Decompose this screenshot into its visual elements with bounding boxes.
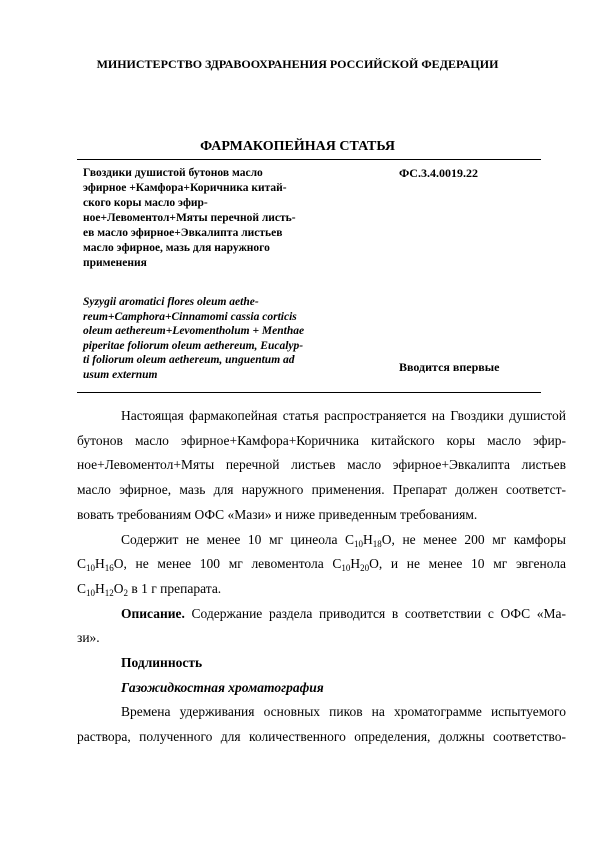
content-text: , не менее 100 мг левоментола C xyxy=(123,556,342,572)
formula-element: O xyxy=(113,580,124,596)
intro-paragraph-line: масло эфирное, мазь для наружного применения. Препарат должен соответст- xyxy=(77,482,566,498)
description-text: Содержание раздела приводится в соответствии с ОФС «Ма- xyxy=(184,605,566,621)
formula-element: H xyxy=(95,580,105,596)
formula-subscript: 10 xyxy=(86,587,96,598)
retention-paragraph-line: Времена удерживания основных пиков на хроматограмме испытуемого xyxy=(121,704,566,720)
description-paragraph: зи». xyxy=(77,630,100,646)
content-text: Содержит не менее 10 мг цинеола C xyxy=(121,531,355,547)
preparation-name-latin: Syzygii aromatici flores oleum aethe- reum+Camphora+Cinnamomi cassia corticis oleum aethereum+Levomentholum + Menthae piperitae foliorum oleum aethereum, Eucalyp- ti foliorum oleum aethereum, unguentum ad usum externum xyxy=(83,296,305,381)
formula-subscript: 12 xyxy=(104,587,114,598)
header-top-rule xyxy=(77,159,541,160)
formula-subscript: 20 xyxy=(360,563,370,574)
introduced-note: Вводится впервые xyxy=(399,360,500,374)
formula-subscript: 10 xyxy=(341,563,351,574)
formula-element: O xyxy=(381,531,392,547)
retention-paragraph-line: раствора, полученного для количественного определения, должны соответство- xyxy=(77,729,566,745)
content-text: , и не менее 10 мг эвгенола xyxy=(378,556,566,572)
formula-subscript: 2 xyxy=(123,587,129,598)
content-paragraph xyxy=(77,577,566,602)
intro-paragraph-line: Настоящая фармакопейная статья распространяется на Гвоздики душистой xyxy=(121,408,566,423)
content-text: в 1 г препарата. xyxy=(128,580,222,596)
formula-element: C xyxy=(77,556,87,572)
formula-element: H xyxy=(350,556,361,572)
formula-subscript: 10 xyxy=(86,563,96,574)
ministry-heading: МИНИСТЕРСТВО ЗДРАВООХРАНЕНИЯ РОССИЙСКОЙ ФЕДЕРАЦИИ xyxy=(96,57,499,71)
formula-element: C xyxy=(77,580,87,596)
content-paragraph xyxy=(77,552,566,577)
intro-paragraph-line: ное+Левоментол+Мяты перечной листьев масло эфирное+Эвкалипта листьев xyxy=(77,457,566,473)
document-title: ФАРМАКОПЕЙНАЯ СТАТЬЯ xyxy=(200,139,395,154)
pharmacopoeia-code: ФС.3.4.0019.22 xyxy=(399,166,478,180)
formula-subscript: 10 xyxy=(354,538,364,549)
formula-subscript: 18 xyxy=(372,538,382,549)
content-text: , не менее 200 мг камфоры xyxy=(391,531,566,547)
formula-element: O xyxy=(369,556,379,572)
intro-paragraph-line: бутонов масло эфирное+Камфора+Коричника китайского коры масло эфир- xyxy=(77,432,566,448)
authenticity-heading: Подлинность xyxy=(121,655,203,671)
formula-element: H xyxy=(363,531,373,547)
formula-element: H xyxy=(95,556,105,572)
formula-element: O xyxy=(113,556,124,572)
gas-chromatography-heading: Газожидкостная хроматография xyxy=(121,679,324,695)
header-bottom-rule xyxy=(77,392,541,393)
intro-paragraph-line: вовать требованиям ОФС «Мази» и ниже приведенным требованиям. xyxy=(77,506,478,522)
article-body xyxy=(77,404,566,750)
formula-subscript: 16 xyxy=(104,563,114,574)
description-paragraph xyxy=(77,602,566,627)
preparation-name-russian: Гвоздики душистой бутонов масло эфирное +Камфора+Коричника китай- ского коры масло эфир- ное+Левоментол+Мяты перечной листь- ев масло эфирное+Эвкалипта листьев масло эфирное, мазь для наружного применения xyxy=(83,167,296,269)
description-label: Описание. xyxy=(121,605,185,621)
content-paragraph xyxy=(77,528,566,553)
